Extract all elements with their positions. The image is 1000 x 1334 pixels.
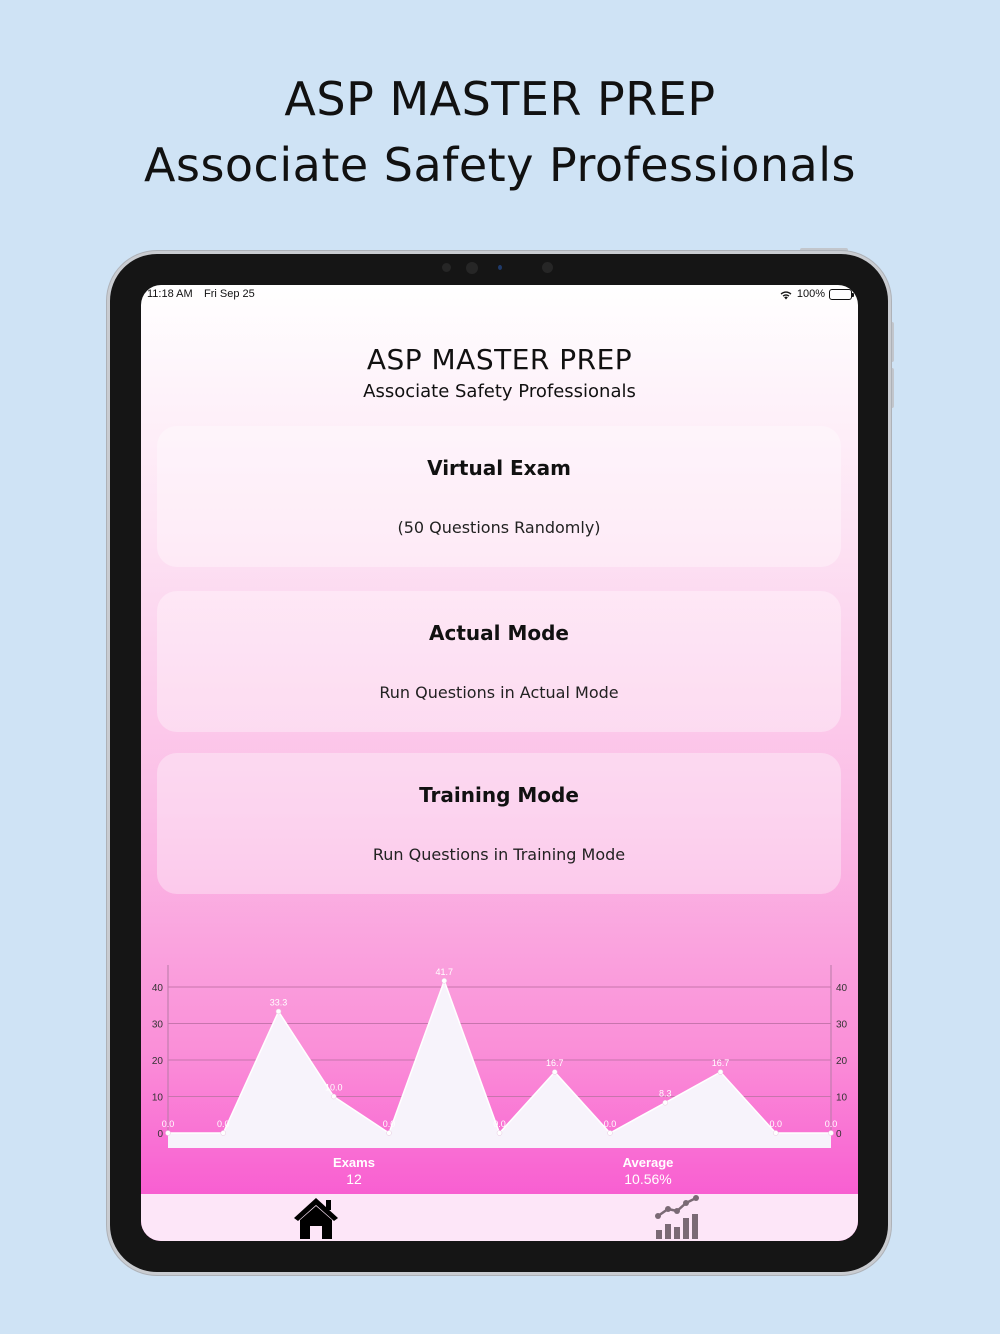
stats-summary xyxy=(141,1155,858,1195)
promo-title: ASP MASTER PREP xyxy=(284,72,716,126)
data-label: 0.0 xyxy=(493,1119,506,1129)
data-point xyxy=(663,1100,668,1105)
y-tick-label-right: 40 xyxy=(836,983,848,994)
data-point xyxy=(829,1131,834,1136)
data-label: 0.0 xyxy=(161,1119,175,1129)
virtual-exam-button[interactable] xyxy=(157,426,841,567)
card-subtitle: Run Questions in Training Mode xyxy=(372,845,626,864)
data-point xyxy=(718,1070,723,1075)
status-time: 11:18 AM xyxy=(147,288,193,300)
data-point xyxy=(331,1094,336,1099)
data-point xyxy=(497,1131,502,1136)
y-tick-label-right: 0 xyxy=(836,1129,842,1140)
y-tick-label-right: 30 xyxy=(836,1019,848,1031)
training-mode-button[interactable] xyxy=(157,753,841,894)
chart-svg xyxy=(141,965,858,1155)
camera-icon xyxy=(466,262,478,274)
y-tick-label-left: 20 xyxy=(151,1056,163,1067)
exams-stat xyxy=(254,1155,454,1187)
data-label: 0.0 xyxy=(382,1119,396,1129)
data-label: 0.0 xyxy=(769,1119,783,1129)
y-tick-label-right: 20 xyxy=(836,1056,848,1067)
stats-chart-icon xyxy=(648,1194,708,1241)
y-tick-label-left: 10 xyxy=(151,1092,163,1104)
data-label: 33.3 xyxy=(269,997,288,1008)
status-bar xyxy=(147,288,852,302)
status-date: Fri Sep 25 xyxy=(204,288,255,300)
exams-value: 12 xyxy=(346,1171,362,1187)
card-title: Actual Mode xyxy=(429,621,569,645)
tab-bar xyxy=(141,1194,858,1241)
home-icon xyxy=(286,1194,346,1241)
face-sensor-icon xyxy=(542,262,553,273)
data-point xyxy=(276,1009,281,1014)
average-value: 10.56% xyxy=(624,1171,672,1187)
app-screen xyxy=(141,285,858,1241)
exams-label: Exams xyxy=(333,1155,375,1170)
score-history-chart xyxy=(141,965,858,1155)
data-label: 0.0 xyxy=(216,1119,230,1129)
data-label: 10.0 xyxy=(324,1082,343,1093)
average-stat xyxy=(548,1155,748,1187)
data-point xyxy=(442,978,447,983)
promo-subtitle: Associate Safety Professionals xyxy=(144,138,856,192)
actual-mode-button[interactable] xyxy=(157,591,841,732)
average-label: Average xyxy=(622,1155,674,1170)
data-label: 16.7 xyxy=(711,1058,730,1069)
app-title: ASP MASTER PREP xyxy=(366,343,633,376)
battery-percent: 100% xyxy=(796,288,825,300)
battery-icon xyxy=(829,289,852,300)
y-tick-label-left: 30 xyxy=(151,1019,163,1031)
wifi-icon xyxy=(779,289,793,300)
card-title: Virtual Exam xyxy=(427,456,571,480)
data-point xyxy=(221,1131,226,1136)
card-subtitle: Run Questions in Actual Mode xyxy=(379,683,619,702)
data-point xyxy=(387,1131,392,1136)
tab-home[interactable] xyxy=(286,1194,346,1241)
data-point xyxy=(166,1131,171,1136)
data-label: 16.7 xyxy=(545,1058,564,1069)
card-title: Training Mode xyxy=(419,783,579,807)
card-subtitle: (50 Questions Randomly) xyxy=(397,518,601,537)
sensor-icon xyxy=(442,263,451,272)
data-label: 41.7 xyxy=(435,966,454,977)
y-tick-label-left: 40 xyxy=(151,983,163,994)
data-point xyxy=(608,1131,613,1136)
data-point xyxy=(773,1131,778,1136)
data-label: 8.3 xyxy=(658,1088,672,1099)
camera-indicator-icon xyxy=(498,265,502,270)
data-label: 0.0 xyxy=(824,1119,838,1129)
tab-statistics[interactable] xyxy=(648,1194,708,1241)
data-label: 0.0 xyxy=(603,1119,617,1129)
data-point xyxy=(552,1070,557,1075)
y-tick-label-right: 10 xyxy=(836,1092,848,1104)
y-tick-label-left: 0 xyxy=(157,1129,163,1140)
app-subtitle: Associate Safety Professionals xyxy=(363,381,636,402)
